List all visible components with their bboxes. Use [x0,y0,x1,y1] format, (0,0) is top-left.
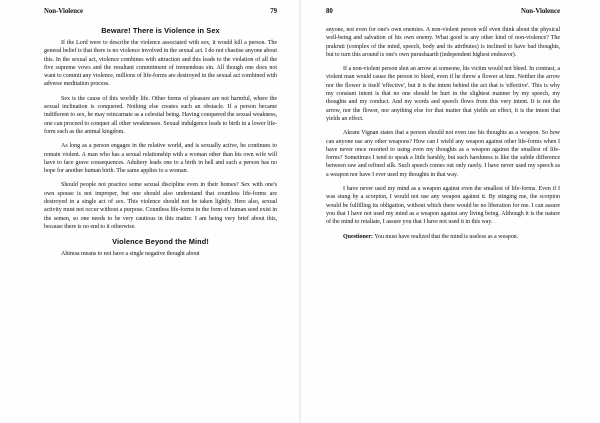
left-running-head [44,8,277,26]
paragraph: I have never used my mind as a weapon against even the smallest of life-forms. Even if I was stung by a scorpion, I would not use any weapon against it. By stinging me, the scorpion would be fulfilling its obligation, without which there would be no liberation for me. I can assure you that I have not used my mind as a weapon against any living being. Although it is the nature of the mind to retaliate, I assure you that I have not used it in this way. [326,186,560,226]
questioner-text: You must have realized that the mind is useless as a weapon. [374,233,519,240]
questioner-label: Questioner: [343,233,374,240]
paragraph: anyone, not even for one's own enemies. A non-violent person will even think about the physical well-being and salvation of his own enemy. What good is any other kind of non-violence? The prakruti (complex of the mind, speech, body and its attributes) is inclined to have bad thoughts, but to turn this around is one's own purushaarth (independent highest endeavor). [326,27,560,58]
page-number: 80 [326,8,333,15]
paragraph: If a non-violent person shot an arrow at someone, his victim would not bleed. In contrast, a violent man would cause the person to bleed, even if he threw a flower at him. Neither the arrow nor the flower is itself 'effective', but it is the intent behind the act that is 'effective'. This is why my constant intent is that no one should be hurt in the slightest manner by my speech, my thoughts and my conduct. And my words and speech flows from this very intent. It is not the arrow, nor the flower, nor anything else for that matter that yields an effect, it is the intent that yields an effect. [326,66,560,122]
right-running-head [326,8,560,26]
paragraph: As long as a person engages in the relative world, and is sexually active, he continues to remain violent. A man who has a sexual relationship with a woman other than his own wife will have to face grave consequences. Adultery leads one to a birth in hell and such a person has no hope for another human birth. The same applies to a woman. [44,143,277,175]
paragraph: Sex is the cause of this worldly life. Other forms of pleasure are not harmful, where the sexual inclination is conquered. Nothing else creates such an obstacle. If a person became indifferent to sex, he may reincarnate as a celestial being. Having conquered the sexual weakness, one can proceed to conquer all other weaknesses. Sexual indulgence leads to birth in a lower life-form such as the animal kingdom. [44,95,277,135]
paragraph: If the Lord were to describe the violence associated with sex, it would kill a person. The general belief is that there is no violence involved in the sexual act. I do not chastise anyone about this. In the sexual act, violence combines with attraction and this leads to the violation of all the five supreme vows and the resultant commitment of tremendous sin. All though one does not want to commit any violence, millions of life-forms are destroyed in the sexual act combined with adverse meditation process. [44,40,277,88]
running-title: Non-Violence [520,8,560,15]
questioner-paragraph [326,233,560,241]
running-title: Non-Violence [44,8,84,15]
section-heading: Beware! There is Violence in Sex [101,26,220,35]
paragraph: Ahimsa means to not have a single negative thought about [61,251,200,258]
paragraph: Akram Vignan states that a person should not even use his thoughts as a weapon. So how can anyone use any other weapons? How can I wield any weapon against other life-forms when I have never once resorted to using even my thoughts as a weapon against the smallest of life-forms? Sometimes I tend to speak a little harshly, but such harshness is like the subtle difference between raw and refined silk. Such speech comes out only rarely. I have never used my speech as a weapon nor have I ever used my thoughts in that way. [326,130,560,178]
page-number: 79 [270,8,277,15]
paragraph: Should people not practice some sexual discipline even in their homes? Sex with one's own spouse is not improper, but one should also understand that countless life-forms are destroyed in a single act of sex. This violence should not be taken lightly. Here also, sexual activity must not occur without a purpose. Countless life-forms in the form of human seed exist in the semen, so one needs to be very cautious in this matter. I am being very brief about this, because there is no end to it otherwise. [44,182,277,230]
section-heading: Violence Beyond the Mind! [112,237,209,247]
left-page [0,0,299,423]
right-page [301,0,600,423]
